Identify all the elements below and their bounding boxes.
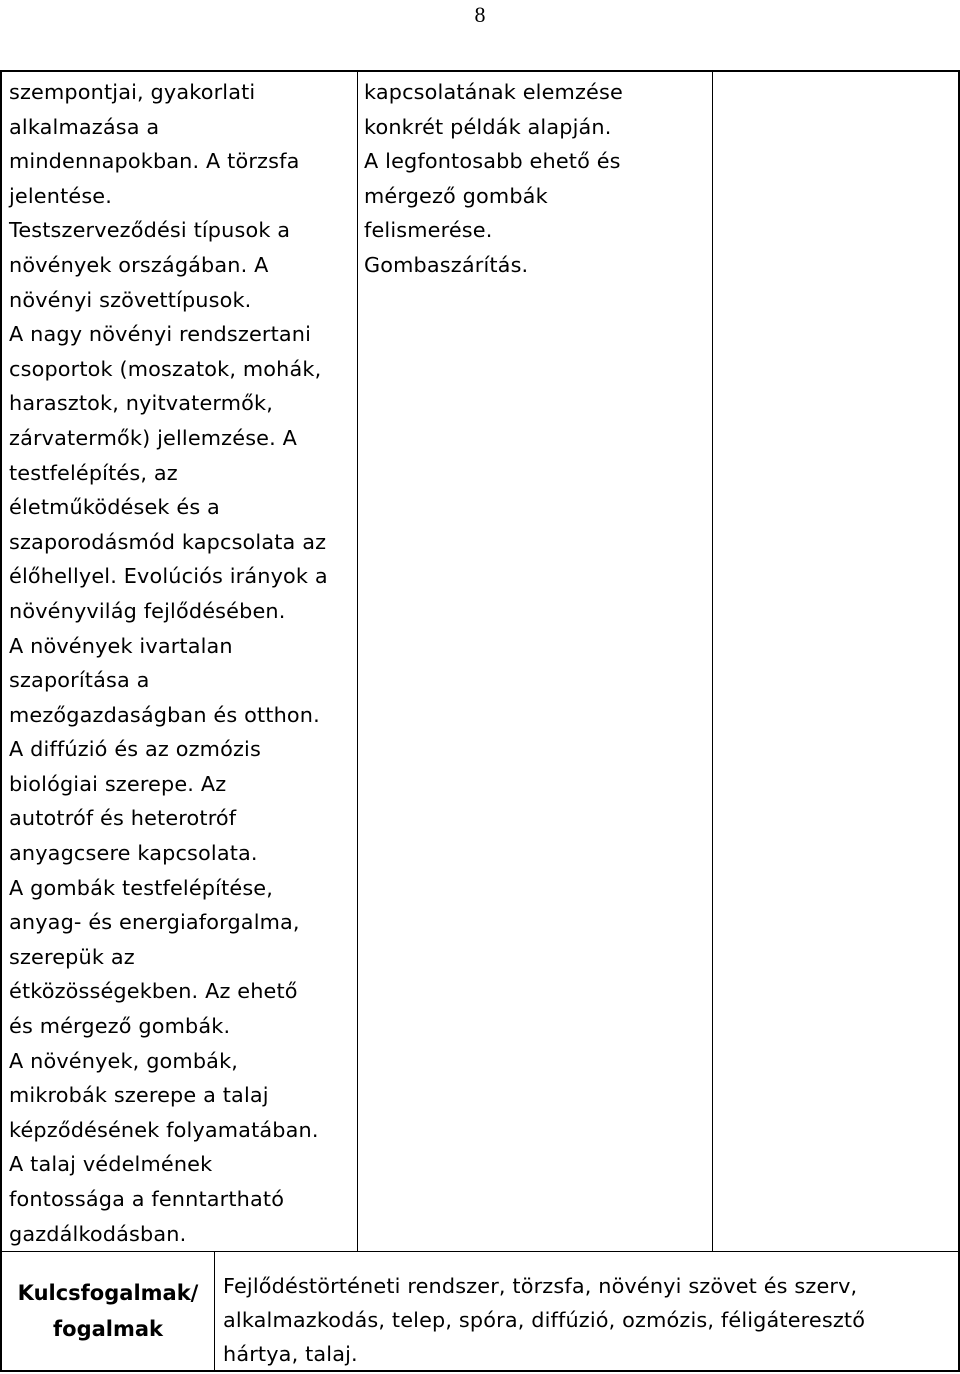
key-concepts-label: Kulcsfogalmak/ fogalmak [17, 1281, 199, 1341]
content-text-column-2: kapcsolatának elemzése konkrét példák alapján. A legfontosabb ehető és mérgező gombák felismerése. Gombaszárítás. [364, 80, 623, 277]
content-cell-column-3 [712, 70, 960, 1252]
key-concepts-text: Fejlődéstörténeti rendszer, törzsfa, növényi szövet és szerv, alkalmazkodás, telep, spóra, diffúzió, ozmózis, féligáteresztő hártya, talaj. [223, 1274, 866, 1366]
key-concepts-label-cell [0, 1251, 215, 1372]
key-concepts-text-cell [214, 1251, 960, 1372]
content-cell-column-2 [357, 70, 713, 1252]
page-number: 8 [474, 2, 486, 27]
content-text-column-1: szempontjai, gyakorlati alkalmazása a mindennapokban. A törzsfa jelentése. Testszerveződési típusok a növények országában. A növényi szövettípusok. A nagy növényi rendszertani csoportok (moszatok, mohák, harasztok, nyitvatermők, zárvatermők) jellemzése. A testfelépítés, az életműködések és a szaporodásmód kapcsolata az élőhellyel. Evolúciós irányok a növényvilág fejlődésében. A növények ivartalan szaporítása a mezőgazdaságban és otthon. A diffúzió és az ozmózis biológiai szerepe. Az autotróf és heterotróf anyagcsere kapcsolata. A gombák testfelépítése, anyag- és energiaforgalma, szerepük az étközösségekben. Az ehető és mérgező gombák. A növények, gombák, mikrobák szerepe a talaj képződésének folyamatában. A talaj védelmének fontossága a fenntartható gazdálkodásban. [9, 80, 328, 1246]
content-cell-column-1 [0, 70, 358, 1252]
